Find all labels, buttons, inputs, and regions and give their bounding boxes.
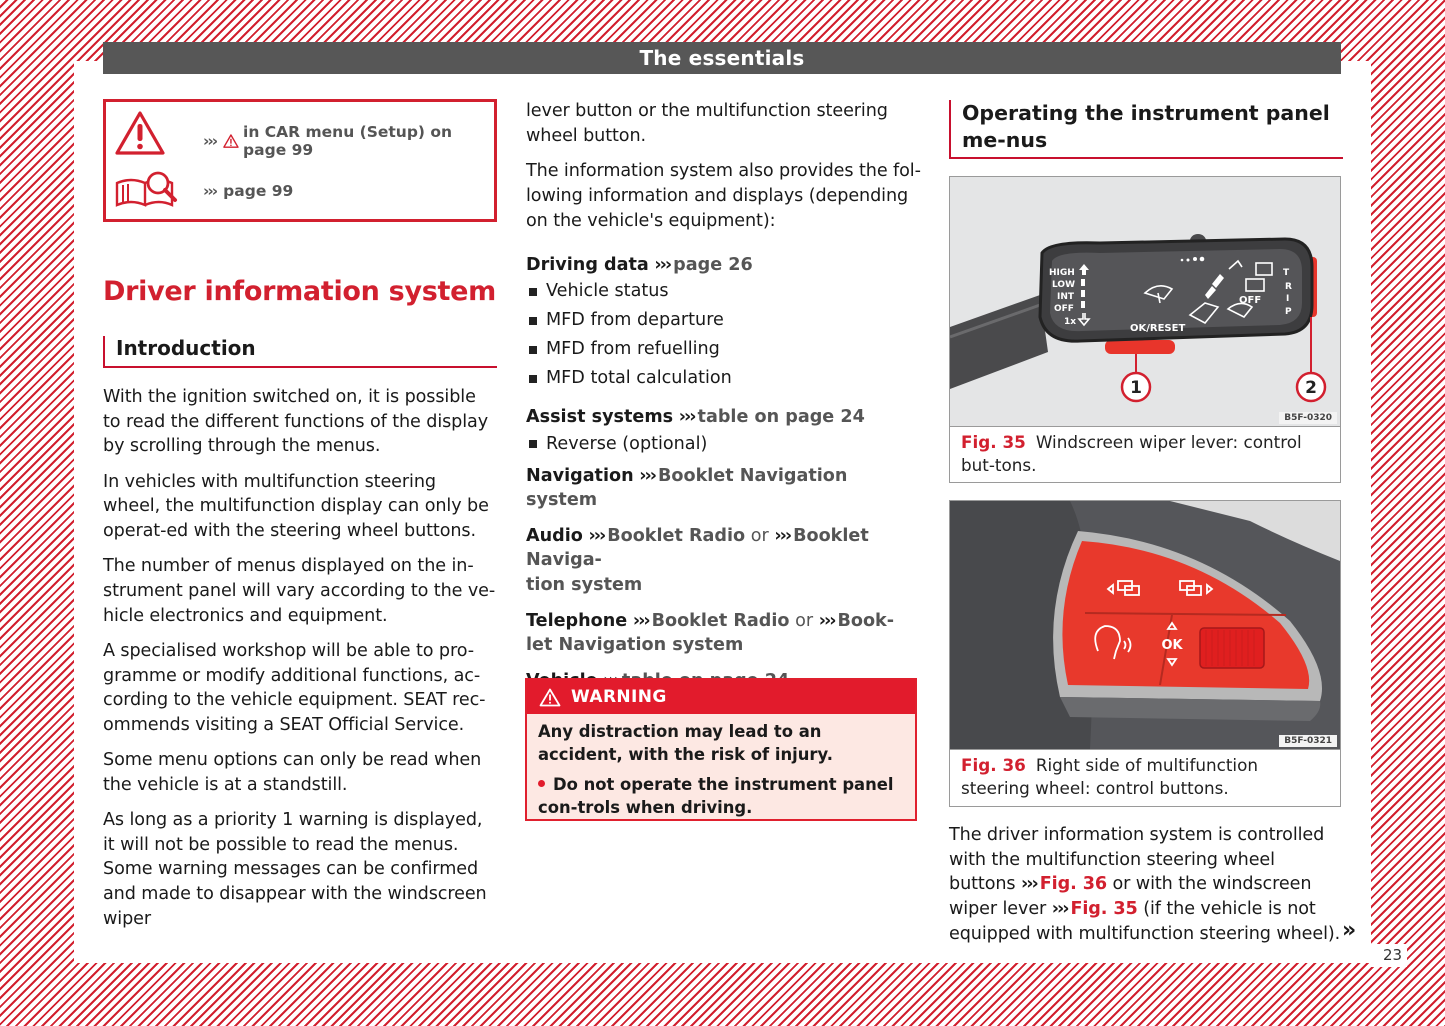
- paragraph: The number of menus displayed on the in-strument panel will vary according to the ve-hicle electronics and equipment.: [103, 556, 496, 626]
- page-number: 23: [1383, 946, 1403, 964]
- reference-row-page[interactable]: [203, 182, 293, 200]
- reference-arrow: ›››: [639, 465, 655, 486]
- chapter-title: The essentials: [639, 46, 805, 70]
- list-item: MFD total calculation: [526, 364, 921, 393]
- callout-1: 1: [1130, 378, 1142, 398]
- svg-text:R: R: [1285, 282, 1292, 292]
- svg-text:P: P: [1285, 307, 1292, 317]
- booklet-link[interactable]: tion system: [526, 575, 643, 596]
- figure-caption: Fig. 36 Right side of multifunction steering wheel: control buttons.: [961, 755, 1259, 798]
- booklet-link[interactable]: Book-: [837, 610, 895, 631]
- list-item: MFD from departure: [526, 306, 921, 335]
- reference-row-setup[interactable]: [203, 123, 494, 159]
- entry-label: Navigation: [526, 465, 634, 486]
- warning-triangle-icon: [539, 688, 561, 707]
- ok-button-label: OK: [1161, 638, 1183, 653]
- reference-arrow: ›››: [203, 182, 217, 200]
- warning-text: Any distraction may lead to an accident, with the risk of injury.: [538, 722, 833, 764]
- bullet-square-icon: [529, 375, 537, 383]
- reference-arrow: ›››: [774, 525, 791, 546]
- assist-systems-list: [526, 430, 921, 459]
- warning-bullet: Do not operate the instrument panel con-trols when driving.: [538, 775, 894, 817]
- bullet-square-icon: [529, 288, 537, 296]
- operating-heading: [949, 100, 1343, 159]
- reference-arrow: ›››: [1051, 899, 1068, 920]
- chapter-header: [103, 42, 1341, 74]
- figure-caption: Fig. 35 Windscreen wiper lever: control but-tons.: [961, 432, 1302, 475]
- steering-wheel-drawing: [950, 501, 1340, 749]
- wiper-lever-drawing: [950, 177, 1340, 426]
- entry-telephone: Telephone ››› Booklet Radio or ››› Book- let Navigation system: [526, 610, 895, 656]
- continue-arrow-icon: »: [1342, 918, 1354, 943]
- booklet-link[interactable]: Booklet Navigation system: [526, 465, 848, 511]
- callout-2: 2: [1305, 378, 1317, 398]
- middle-column-text: [526, 99, 921, 693]
- subsection-heading: [103, 336, 497, 368]
- reference-box: [103, 99, 497, 222]
- reference-arrow: ›››: [1021, 874, 1037, 895]
- svg-text:INT: INT: [1057, 292, 1075, 302]
- entry-assist-systems: [526, 405, 921, 430]
- svg-text:OK/RESET: OK/RESET: [1130, 323, 1186, 334]
- warning-header: [527, 680, 915, 714]
- svg-text:I: I: [1286, 294, 1290, 304]
- figure-35: [949, 176, 1341, 483]
- figure-code: B5F-0320: [1279, 412, 1337, 424]
- book-magnifier-icon: [114, 169, 180, 209]
- warning-title: WARNING: [571, 687, 667, 707]
- entry-label: Driving data: [526, 254, 649, 275]
- warning-triangle-icon: [114, 110, 166, 156]
- section-title: Driver information system: [103, 276, 496, 307]
- booklet-link[interactable]: Booklet Radio: [607, 525, 746, 546]
- svg-text:T: T: [1283, 268, 1290, 278]
- driving-data-list: [526, 277, 921, 393]
- warning-triangle-icon: [223, 133, 239, 149]
- figure-36-link[interactable]: Fig. 36: [1039, 874, 1108, 895]
- left-column-text: [103, 385, 498, 942]
- bullet-dot-icon: [538, 780, 545, 787]
- booklet-link[interactable]: let Navigation system: [526, 635, 744, 656]
- entry-navigation: [526, 464, 921, 513]
- svg-text:HIGH: HIGH: [1049, 268, 1075, 278]
- reference-text: page 99: [223, 182, 294, 200]
- list-item: MFD from refuelling: [526, 335, 921, 364]
- reference-arrow: ›››: [654, 254, 671, 275]
- paragraph: The driver information system is controlled with the multifunction steering wheel buttons ››› Fig. 36 or with the windscreen wiper lever ››› Fig. 35 (if the vehicle is not equipped with multifunction steering wheel).: [949, 825, 1341, 944]
- warning-box: [525, 678, 917, 821]
- steering-wheel-illustration: [950, 501, 1340, 750]
- booklet-link[interactable]: Booklet Naviga-: [526, 525, 869, 571]
- warning-body: [527, 714, 915, 819]
- bullet-square-icon: [529, 440, 537, 448]
- figure-label: Fig. 36: [961, 755, 1026, 775]
- bullet-square-icon: [529, 317, 537, 325]
- operating-heading-title: Operating the instrument panel me-nus: [962, 101, 1330, 152]
- right-column-text: [949, 823, 1344, 947]
- paragraph: lever button or the multifunction steering wheel button.: [526, 101, 888, 146]
- wiper-lever-illustration: [950, 177, 1340, 427]
- paragraph: With the ignition switched on, it is possible to read the different functions of the display by scrolling through the menus.: [103, 387, 489, 457]
- svg-text:OFF: OFF: [1239, 295, 1262, 306]
- svg-text:LOW: LOW: [1052, 280, 1075, 290]
- list-item: Reverse (optional): [526, 430, 921, 459]
- reference-arrow: ›››: [818, 610, 835, 631]
- page-link[interactable]: table on page 24: [697, 407, 865, 428]
- reference-text: in CAR menu (Setup) on page 99: [243, 123, 453, 159]
- entry-label: Assist systems: [526, 407, 674, 428]
- reference-arrow: ›››: [678, 407, 695, 428]
- booklet-link[interactable]: Booklet Radio: [651, 610, 790, 631]
- reference-arrow: ›››: [632, 610, 649, 631]
- figure-36: [949, 500, 1341, 807]
- svg-text:1x: 1x: [1064, 317, 1077, 327]
- reference-arrow: ›››: [203, 132, 217, 150]
- paragraph: The information system also provides the fol-lowing information and displays (depending on the vehicle's equipment):: [526, 161, 921, 231]
- paragraph: As long as a priority 1 warning is displayed, it will not be possible to read the menus. Some warning messages can be confirmed and made to disappear with the windscreen wiper: [103, 810, 487, 929]
- paragraph: In vehicles with multifunction steering wheel, the multifunction display can only be operat-ed with the steering wheel buttons.: [103, 471, 489, 542]
- page-link[interactable]: page 26: [673, 254, 753, 275]
- list-item: Vehicle status: [526, 277, 921, 306]
- entry-audio: Audio ››› Booklet Radio or ››› Booklet Naviga- tion system: [526, 525, 869, 596]
- entry-driving-data: [526, 253, 921, 278]
- paragraph: Some menu options can only be read when the vehicle is at a standstill.: [103, 750, 482, 795]
- entry-label: Audio: [526, 525, 583, 546]
- figure-35-link[interactable]: Fig. 35: [1070, 899, 1138, 920]
- figure-code: B5F-0321: [1279, 735, 1337, 747]
- svg-text:OFF: OFF: [1054, 304, 1074, 314]
- bullet-square-icon: [529, 346, 537, 354]
- reference-arrow: ›››: [588, 525, 605, 546]
- subsection-title: Introduction: [116, 336, 256, 360]
- figure-label: Fig. 35: [961, 432, 1026, 452]
- paragraph: A specialised workshop will be able to pro-gramme or modify additional functions, ac-cording to the vehicle equipment. SEAT rec-ommends visiting a SEAT Official Service.: [103, 640, 486, 735]
- entry-label: Telephone: [526, 610, 628, 631]
